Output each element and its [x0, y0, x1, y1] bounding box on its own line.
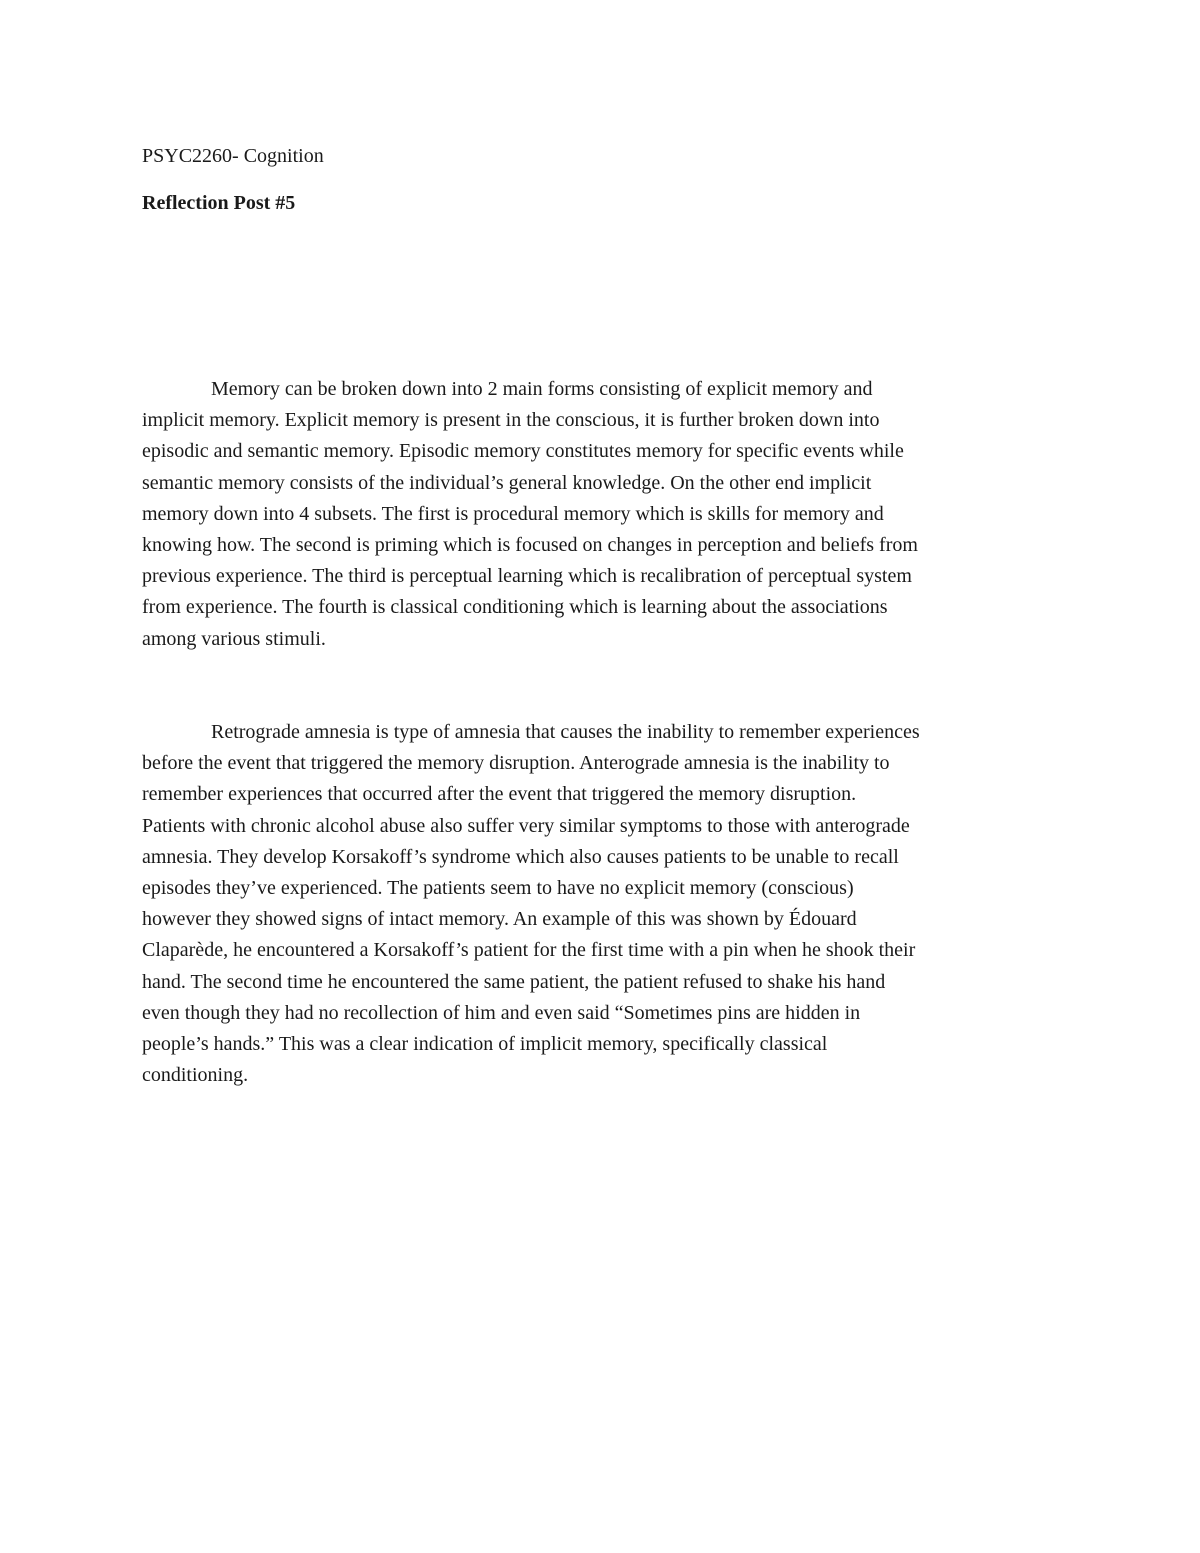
paragraph-line: Claparède, he encountered a Korsakoff’s patient for the first time with a pin when he shook their	[142, 939, 916, 962]
paragraph-line: previous experience. The third is perceptual learning which is recalibration of perceptual system	[142, 565, 912, 588]
paragraph-line: even though they had no recollection of him and even said “Sometimes pins are hidden in	[142, 1001, 861, 1024]
paragraph-line: however they showed signs of intact memory. An example of this was shown by Édouard	[142, 908, 857, 931]
paragraph-line: Memory can be broken down into 2 main forms consisting of explicit memory and	[211, 378, 873, 400]
paragraph-line: among various stimuli.	[142, 627, 326, 650]
paragraph-line: semantic memory consists of the individual’s general knowledge. On the other end implicit	[142, 471, 872, 494]
paragraph-line: Patients with chronic alcohol abuse also suffer very similar symptoms to those with anterograde	[142, 814, 910, 837]
paragraph-line: memory down into 4 subsets. The first is procedural memory which is skills for memory and	[142, 502, 884, 525]
paragraph-line: from experience. The fourth is classical conditioning which is learning about the associations	[142, 596, 888, 619]
paragraph-line: episodic and semantic memory. Episodic memory constitutes memory for specific events while	[142, 440, 904, 463]
page-title: Reflection Post #5	[142, 192, 296, 214]
paragraph-line: people’s hands.” This was a clear indication of implicit memory, specifically classical	[142, 1033, 828, 1056]
paragraph-line: Retrograde amnesia is type of amnesia that causes the inability to remember experiences	[211, 721, 920, 743]
paragraph-line: before the event that triggered the memory disruption. Anterograde amnesia is the inability to	[142, 752, 890, 775]
paragraph-line: conditioning.	[142, 1064, 249, 1087]
paragraph-memory-forms	[142, 374, 1062, 655]
paragraph-line: implicit memory. Explicit memory is present in the conscious, it is further broken down into	[142, 409, 880, 432]
paragraph-line: remember experiences that occurred after the event that triggered the memory disruption.	[142, 783, 857, 806]
paragraph-line: hand. The second time he encountered the same patient, the patient refused to shake his hand	[142, 970, 886, 993]
paragraph-line: amnesia. They develop Korsakoff’s syndrome which also causes patients to be unable to recall	[142, 845, 899, 868]
paragraph-line: episodes they’ve experienced. The patients seem to have no explicit memory (conscious)	[142, 877, 854, 900]
paragraph-line: knowing how. The second is priming which is focused on changes in perception and beliefs from	[142, 534, 918, 557]
paragraph-amnesia	[142, 717, 1062, 1091]
course-heading: PSYC2260- Cognition	[142, 145, 324, 167]
